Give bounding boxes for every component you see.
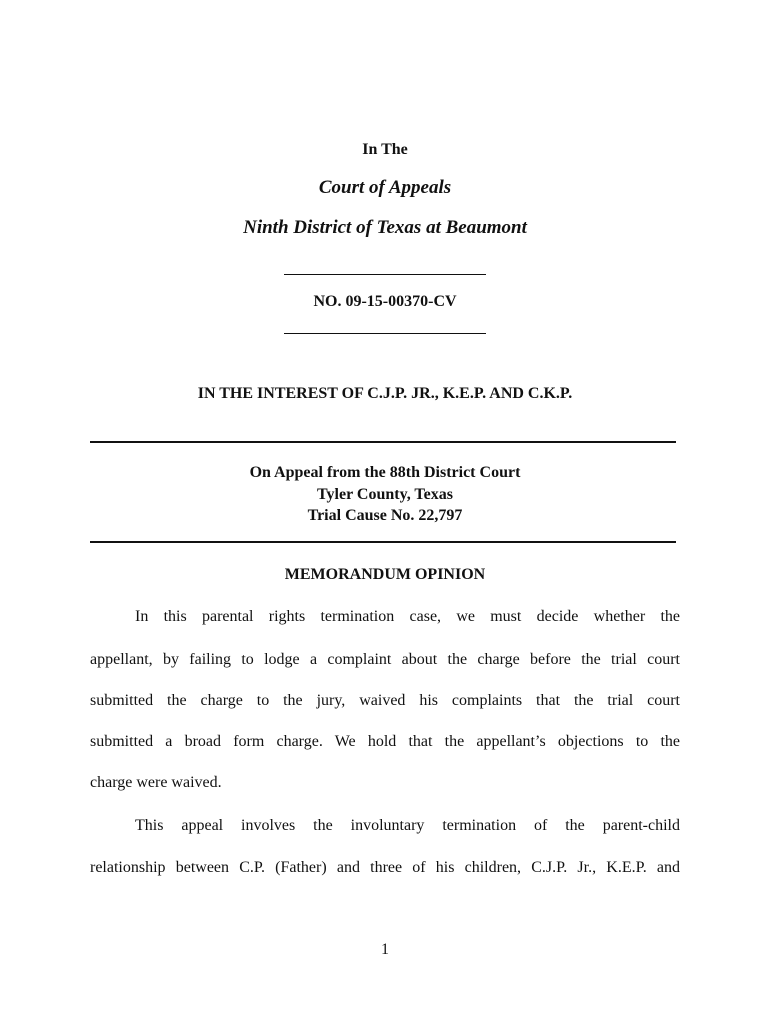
- opinion-line: relationship between C.P. (Father) and three of his children, C.J.P. Jr., K.E.P. and: [90, 859, 680, 876]
- court-name: Court of Appeals: [318, 177, 452, 198]
- opinion-line: submitted the charge to the jury, waived his complaints that the trial court: [90, 692, 680, 709]
- case-number: NO. 09-15-00370-CV: [313, 293, 457, 310]
- appeal-bottom-rule: [90, 541, 676, 543]
- opinion-line: charge were waived.: [90, 774, 222, 791]
- in-the-label: In The: [362, 141, 408, 158]
- appeal-county-line: Tyler County, Texas: [317, 486, 453, 503]
- case-title: IN THE INTEREST OF C.J.P. JR., K.E.P. AND C.K.P.: [197, 385, 573, 402]
- opinion-line: This appeal involves the involuntary termination of the parent-child: [135, 817, 680, 834]
- opinion-line: In this parental rights termination case, we must decide whether the: [135, 608, 680, 625]
- case-number-top-rule: [284, 274, 486, 275]
- page-number: 1: [381, 941, 389, 958]
- district-name: Ninth District of Texas at Beaumont: [243, 217, 527, 238]
- appeal-top-rule: [90, 441, 676, 443]
- case-number-bottom-rule: [284, 333, 486, 334]
- trial-cause-line: Trial Cause No. 22,797: [307, 507, 463, 524]
- opinion-heading: MEMORANDUM OPINION: [284, 566, 486, 583]
- opinion-line: appellant, by failing to lodge a complaint about the charge before the trial court: [90, 651, 680, 668]
- opinion-line: submitted a broad form charge. We hold that the appellant’s objections to the: [90, 733, 680, 750]
- appeal-court-line: On Appeal from the 88th District Court: [249, 464, 521, 481]
